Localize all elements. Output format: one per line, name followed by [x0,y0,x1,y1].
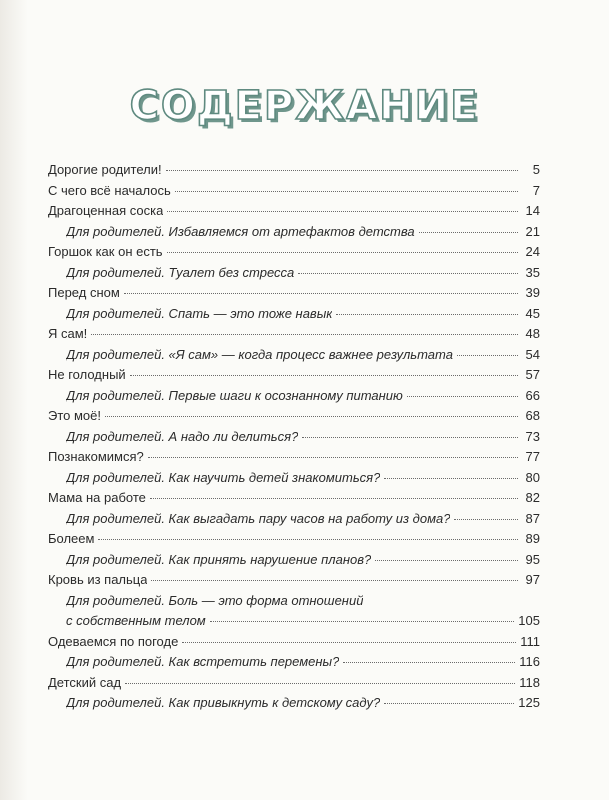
toc-page-number: 5 [532,162,540,177]
dot-leader [124,293,518,294]
dot-leader [419,232,518,233]
dot-leader [384,478,518,479]
dot-leader [384,703,514,704]
dot-leader [130,375,518,376]
dot-leader [105,416,518,417]
toc-entry-title: С чего всё началось [48,182,171,198]
toc-chapter-entry [48,324,540,345]
toc-page-number: 125 [518,695,540,710]
dot-leader [150,498,518,499]
dot-leader [91,334,518,335]
toc-page-number: 48 [525,326,540,341]
dot-leader [98,539,518,540]
dot-leader [454,519,518,520]
toc-entry-title: с собственным телом [66,613,206,628]
dot-leader [210,621,515,622]
toc-parent-note-entry [48,693,540,714]
toc-page-number: 35 [525,264,540,280]
toc-page-number: 57 [525,367,540,382]
toc-entry-title: Для родителей. Спать — это тоже навык [66,305,333,321]
toc-chapter-entry [48,570,540,591]
toc-page-number: 45 [525,305,540,321]
toc-page-number: 89 [525,531,540,546]
dot-leader [302,437,518,438]
toc-page-number: 82 [525,490,540,505]
toc-page-number: 14 [525,203,540,218]
dot-leader [167,252,518,253]
toc-page-number: 77 [525,449,540,464]
toc-parent-note-entry [48,611,540,632]
toc-parent-note-entry [48,222,540,243]
dot-leader [457,355,518,356]
toc-page-number: 66 [525,387,540,403]
dot-leader [167,211,518,212]
toc-chapter-entry [48,447,540,468]
dot-leader [336,314,518,315]
toc-page-number: 105 [518,613,540,628]
dot-leader [148,457,518,458]
dot-leader [343,662,515,663]
toc-parent-note-entry [48,386,540,407]
dot-leader [375,560,518,561]
toc-page-number: 87 [525,510,540,526]
dot-leader [407,396,518,397]
table-of-contents [48,160,540,714]
toc-page-number: 97 [525,572,540,587]
toc-parent-note-entry [48,509,540,530]
toc-entry-title: Для родителей. Боль — это форма отношений [66,592,364,608]
dot-leader [182,642,516,643]
toc-entry-title: Мама на работе [48,490,146,505]
toc-entry-title: Дорогие родители! [48,162,162,177]
toc-page-number: 24 [525,244,540,259]
toc-page-number: 111 [520,633,540,649]
toc-chapter-entry [48,283,540,304]
toc-entry-title: Для родителей. Как привыкнуть к детскому саду? [66,695,381,710]
toc-parent-note-entry [48,345,540,366]
toc-chapter-entry [48,406,540,427]
toc-entry-title: Одеваемся по погоде [48,633,179,649]
toc-entry-title: Для родителей. Как принять нарушение планов? [66,551,372,567]
toc-parent-note-entry [48,427,540,448]
toc-chapter-entry [48,673,540,694]
toc-entry-title: Драгоценная соска [48,203,164,218]
toc-page-number: 95 [525,551,540,567]
toc-entry-title: Для родителей. «Я сам» — когда процесс важнее результата [66,346,453,362]
toc-entry-title: Для родителей. Первые шаги к осознанному питанию [66,387,403,403]
toc-entry-title: Я сам! [48,326,88,341]
toc-parent-note-entry [48,652,540,673]
toc-entry-title: Для родителей. Туалет без стресса [66,264,295,280]
toc-entry-title: Познакомимся? [48,449,144,464]
toc-parent-note-entry [48,304,540,325]
toc-entry-title: Детский сад [48,674,122,690]
toc-entry-title: Перед сном [48,285,120,300]
toc-chapter-entry [48,201,540,222]
toc-page-number: 68 [525,408,540,423]
toc-page-number: 116 [519,654,540,669]
toc-entry-title: Для родителей. А надо ли делиться? [66,428,299,444]
dot-leader [125,683,515,684]
toc-entry-title: Для родителей. Как научить детей знакомиться? [66,469,381,485]
toc-parent-note-entry [48,468,540,489]
dot-leader [166,170,518,171]
dot-leader [175,191,518,192]
toc-entry-title: Для родителей. Как выгадать пару часов на работу из дома? [66,510,451,526]
toc-chapter-entry [48,181,540,202]
toc-entry-title: Болеем [48,531,95,546]
toc-page-number: 118 [519,674,540,690]
toc-entry-title: Не голодный [48,367,126,382]
toc-entry-title: Для родителей. Как встретить перемены? [66,654,340,669]
toc-chapter-entry [48,365,540,386]
toc-chapter-entry [48,632,540,653]
toc-entry-title: Для родителей. Избавляемся от артефактов детства [66,223,415,239]
toc-chapter-entry [48,488,540,509]
dot-leader [151,580,518,581]
toc-chapter-entry [48,529,540,550]
toc-chapter-entry [48,242,540,263]
toc-page-number: 21 [525,223,540,239]
toc-entry-title: Горшок как он есть [48,244,163,259]
toc-page-number: 7 [532,182,540,198]
toc-chapter-entry [48,160,540,181]
toc-page-number: 73 [525,428,540,444]
toc-page-number: 80 [525,469,540,485]
toc-parent-note-entry [48,591,540,612]
toc-entry-title: Кровь из пальца [48,572,148,587]
dot-leader [298,273,518,274]
toc-entry-title: Это моё! [48,408,102,423]
toc-parent-note-entry [48,550,540,571]
page-title: СОДЕРЖАНИЕ [129,83,480,129]
toc-parent-note-entry [48,263,540,284]
toc-page-number: 39 [525,285,540,300]
toc-page-number: 54 [525,346,540,362]
